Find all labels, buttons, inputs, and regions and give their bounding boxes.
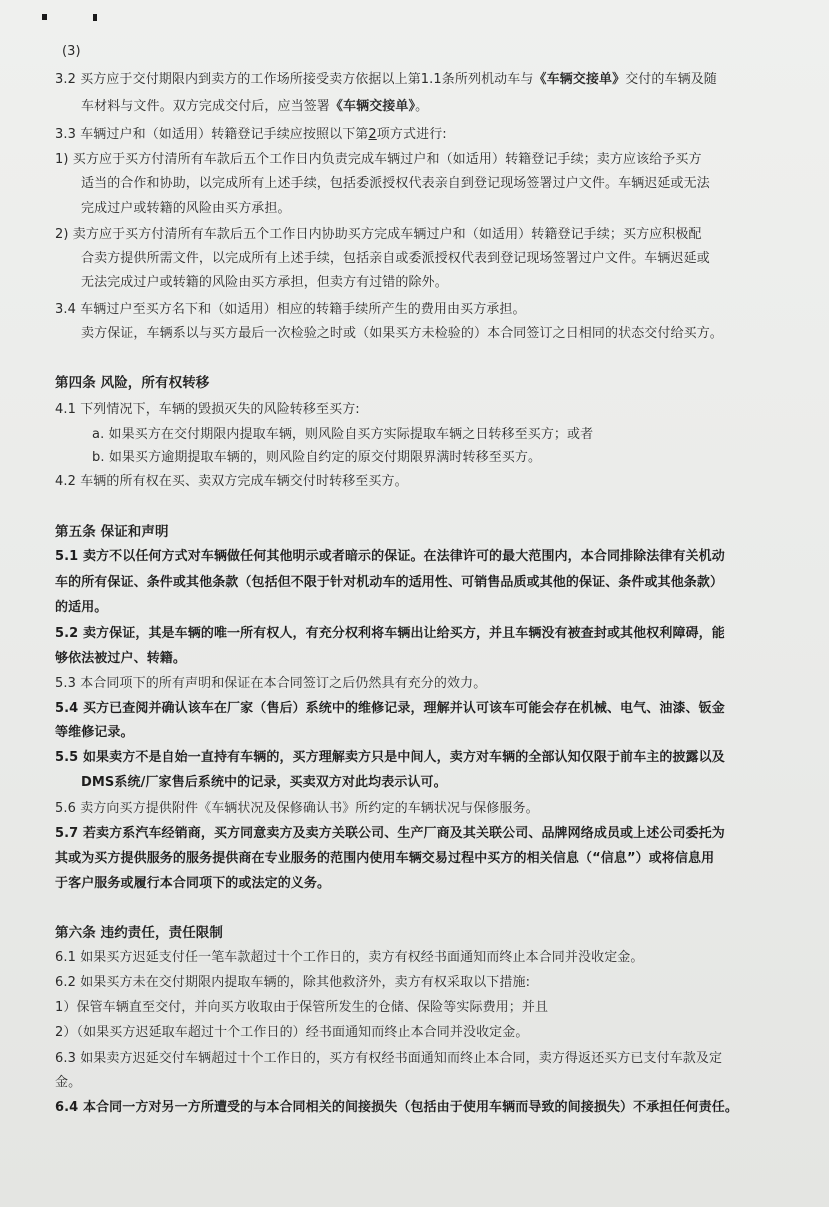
clause-6-1: 6.1 如果买方迟延支付任一笔车款超过十个工作日的，卖方有权经书面通知而终止本合同并没收定金。 — [55, 950, 644, 965]
clause-3-2-line1: 3.2 买方应于交付期限内到卖方的工作场所接受卖方依据以上第1.1条所列机动车与《车辆交接单》交付的车辆及随 — [55, 72, 717, 87]
clause-5-2: 够依法被过户、转籍。 — [55, 651, 187, 666]
article-4-title: 第四条 风险，所有权转移 — [55, 375, 210, 391]
clause-4-2: 4.2 车辆的所有权在买、卖双方完成车辆交付时转移至买方。 — [55, 474, 408, 489]
option-1-line: 适当的合作和协助，以完成所有上述手续，包括委派授权代表亲自到登记现场签署过户文件。车辆迟延或无法 — [81, 176, 710, 191]
clause-5-6: 5.6 卖方向买方提供附件《车辆状况及保修确认书》所约定的车辆状况与保修服务。 — [55, 801, 539, 816]
clause-5-4: 5.4 买方已查阅并确认该车在厂家（售后）系统中的维修记录，理解并认可该车可能会存在机械、电气、油漆、钣金 — [55, 701, 725, 716]
option-1-line: 完成过户或转籍的风险由买方承担。 — [81, 201, 291, 216]
clause-5-5: 5.5 如果卖方不是自始一直持有车辆的，买方理解卖方只是中间人，卖方对车辆的全部认知仅限于前车主的披露以及 — [55, 750, 725, 765]
article-5-title: 第五条 保证和声明 — [55, 524, 169, 540]
scan-mark — [42, 14, 47, 20]
clause-5-1: 的适用。 — [55, 600, 108, 615]
option-2-line: 合卖方提供所需文件，以完成所有上述手续，包括亲自或委派授权代表到登记现场签署过户文件。车辆迟延或 — [81, 251, 710, 266]
clause-3-3: 3.3 车辆过户和（如适用）转籍登记手续应按照以下第2项方式进行: — [55, 127, 447, 142]
option-2-line: 2) 卖方应于买方付清所有车款后五个工作日内协助买方完成车辆过户和（如适用）转籍登记手续；买方应积极配 — [55, 227, 702, 242]
clause-5-7: 5.7 若卖方系汽车经销商，买方同意卖方及卖方关联公司、生产厂商及其关联公司、品牌网络成员或上述公司委托为 — [55, 826, 725, 841]
clause-3-2-line2: 车材料与文件。双方完成交付后，应当签署《车辆交接单》。 — [81, 99, 429, 114]
clause-4-1: 4.1 下列情况下，车辆的毁损灭失的风险转移至买方: — [55, 402, 360, 417]
clause-3-4-warranty: 卖方保证，车辆系以与买方最后一次检验之时或（如果买方未检验的）本合同签订之日相同的状态交付给买方。 — [81, 326, 723, 341]
clause-6-2-measure: 2）（如果买方迟延取车超过十个工作日的）经书面通知而终止本合同并没收定金。 — [55, 1025, 529, 1040]
clause-5-3: 5.3 本合同项下的所有声明和保证在本合同签订之后仍然具有充分的效力。 — [55, 676, 487, 691]
clause-3-4: 3.4 车辆过户至买方名下和（如适用）相应的转籍手续所产生的费用由买方承担。 — [55, 302, 526, 317]
article-6-title: 第六条 违约责任，责任限制 — [55, 925, 223, 941]
clause-5-2: 5.2 卖方保证，其是车辆的唯一所有权人，有充分权利将车辆出让给买方，并且车辆没有被查封或其他权利障碍，能 — [55, 626, 725, 641]
option-2-line: 无法完成过户或转籍的风险由买方承担，但卖方有过错的除外。 — [81, 275, 448, 290]
clause-6-3: 金。 — [55, 1075, 82, 1090]
section-marker: (3) — [62, 44, 81, 59]
scan-mark — [93, 14, 97, 21]
clause-6-2: 6.2 如果买方未在交付期限内提取车辆的，除其他救济外，卖方有权采取以下措施: — [55, 975, 531, 990]
clause-5-7: 于客户服务或履行本合同项下的或法定的义务。 — [55, 876, 331, 891]
clause-5-5: DMS系统/厂家售后系统中的记录，买卖双方对此均表示认可。 — [81, 775, 447, 790]
clause-6-3: 6.3 如果卖方迟延交付车辆超过十个工作日的，买方有权经书面通知而终止本合同，卖方得返还买方已支付车款及定 — [55, 1051, 723, 1066]
clause-5-4: 等维修记录。 — [55, 725, 134, 740]
clause-5-7: 其或为买方提供服务的服务提供商在专业服务的范围内使用车辆交易过程中买方的相关信息（“信息”）或将信息用 — [55, 851, 715, 866]
clause-5-1: 车的所有保证、条件或其他条款（包括但不限于针对机动车的适用性、可销售品质或其他的保证、条件或其他条款） — [55, 575, 724, 590]
clause-4-1-a: a. 如果买方在交付期限内提取车辆，则风险自买方实际提取车辆之日转移至买方；或者 — [92, 427, 594, 442]
clause-5-1: 5.1 卖方不以任何方式对车辆做任何其他明示或者暗示的保证。在法律许可的最大范围内，本合同排除法律有关机动 — [55, 549, 725, 564]
option-1-line: 1) 买方应于买方付清所有车款后五个工作日内负责完成车辆过户和（如适用）转籍登记手续；卖方应该给予买方 — [55, 152, 702, 167]
clause-4-1-b: b. 如果买方逾期提取车辆的，则风险自约定的原交付期限界满时转移至买方。 — [92, 450, 542, 465]
clause-6-2-measure: 1）保管车辆直至交付，并向买方收取由于保管所发生的仓储、保险等实际费用；并且 — [55, 1000, 549, 1015]
clause-6-4: 6.4 本合同一方对另一方所遭受的与本合同相关的间接损失（包括由于使用车辆而导致的间接损失）不承担任何责任。 — [55, 1100, 738, 1115]
